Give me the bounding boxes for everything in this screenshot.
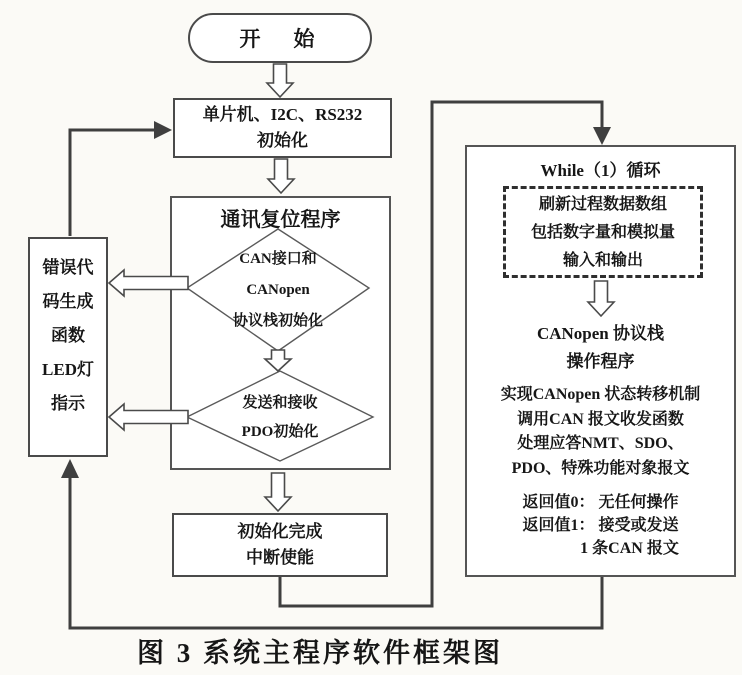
start-label: 开 始 [239,27,321,51]
while-loop-title: While（1）循环 [540,161,661,180]
arrowhead-right-icon [154,121,172,139]
error-led-line4: LED灯 [42,360,94,379]
decision-can-stack-label [193,244,363,337]
can-stack-line1: CAN接口和 [239,251,317,267]
figure-caption: 图 3 系统主程序软件框架图 [137,638,503,668]
refresh-line1: 刷新过程数据数组 [538,196,667,213]
desc-line4: PDO、特殊功能对象报文 [511,459,690,477]
return-line1: 返回值0： 无任何操作 [522,494,679,511]
return-line3: 1 条CAN 报文 [580,540,679,557]
flow-node-refresh-process [503,186,703,278]
canopen-heading-line2: 操作程序 [566,352,635,371]
arrow-down-icon [265,473,291,511]
arrow-down-icon [267,64,293,97]
mcu-init-line2: 初始化 [257,131,308,150]
arrow-down-icon [268,159,294,193]
flow-node-error-led [28,237,108,457]
can-stack-line2: CANopen [246,282,310,298]
connector-error-to-init [70,130,154,236]
flow-node-start [188,13,372,63]
error-led-line5: 指示 [51,394,85,413]
mcu-init-line1: 单片机、I2C、RS232 [202,105,363,124]
error-led-line3: 函数 [51,326,85,345]
desc-line3: 处理应答NMT、SDO、 [517,435,684,452]
pdo-line1: 发送和接收 [242,395,318,411]
refresh-line2: 包括数字量和模拟量 [530,224,675,241]
can-stack-line3: 协议栈初始化 [232,313,323,329]
desc-line2: 调用CAN 报文收发函数 [517,410,684,428]
arrowhead-up-icon [61,459,79,478]
init-done-line1: 初始化完成 [237,522,323,541]
init-done-line2: 中断使能 [246,548,314,567]
flow-node-init-done [172,513,388,577]
refresh-line3: 输入和输出 [562,252,643,269]
return-line2: 返回值1： 接受或发送 [522,517,679,534]
arrowhead-down-icon [593,127,611,145]
pdo-line2: PDO初始化 [241,424,319,440]
return-values [465,491,736,560]
canopen-description [463,383,738,481]
canopen-heading-line1: CANopen 协议栈 [536,324,665,343]
error-led-line2: 码生成 [42,292,94,311]
canopen-heading [465,320,736,376]
flow-node-mcu-init [173,98,392,158]
error-led-line1: 错误代 [42,258,94,277]
desc-line1: 实现CANopen 状态转移机制 [500,386,701,403]
comm-reset-title: 通讯复位程序 [220,209,341,231]
decision-pdo-init-label [195,389,365,447]
